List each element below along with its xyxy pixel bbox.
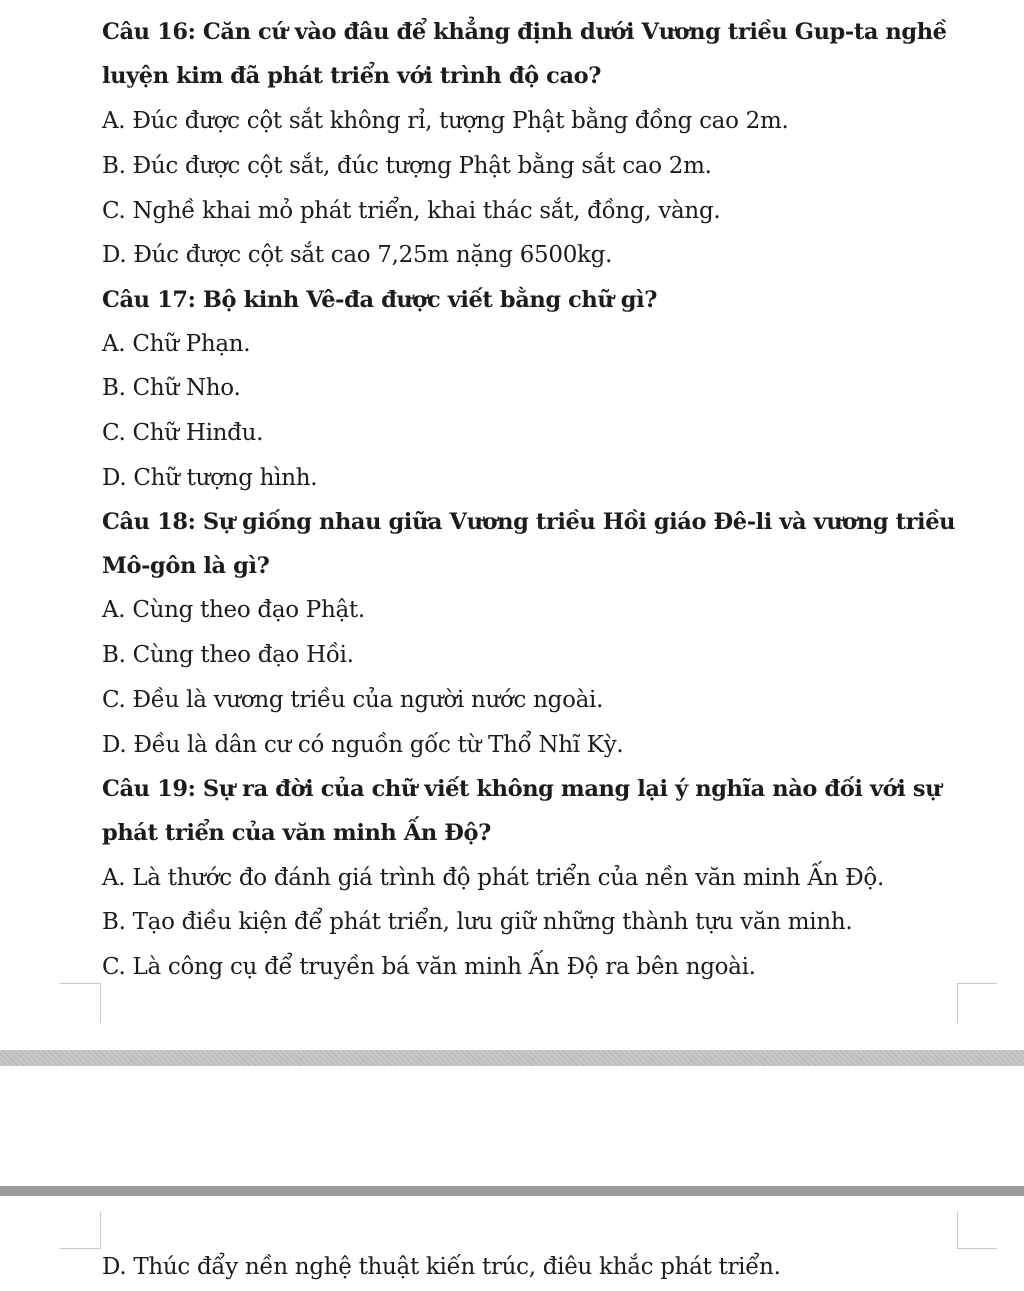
question-17-option-d: D. Chữ tượng hình. <box>102 465 318 491</box>
crop-mark-top-right-h <box>957 1248 997 1249</box>
question-16-option-b: B. Đúc được cột sắt, đúc tượng Phật bằng sắt cao 2m. <box>102 153 712 179</box>
question-18-option-d: D. Đều là dân cư có nguồn gốc từ Thổ Nhĩ Kỳ. <box>102 732 624 758</box>
question-17-option-c: C. Chữ Hinđu. <box>102 420 264 446</box>
question-17-option-b: B. Chữ Nho. <box>102 375 241 401</box>
question-16-stem-line-2: luyện kim đã phát triển với trình độ cao? <box>102 63 602 89</box>
question-16-option-d: D. Đúc được cột sắt cao 7,25m nặng 6500kg. <box>102 242 613 268</box>
crop-mark-top-right-v <box>957 1212 958 1248</box>
question-19-option-d: D. Thúc đẩy nền nghệ thuật kiến trúc, điêu khắc phát triển. <box>102 1254 781 1280</box>
question-17-option-a: A. Chữ Phạn. <box>102 331 251 357</box>
page-separator <box>0 1066 1024 1186</box>
question-16-option-c: C. Nghề khai mỏ phát triển, khai thác sắt, đồng, vàng. <box>102 198 721 224</box>
question-19-option-c: C. Là công cụ để truyền bá văn minh Ấn Độ ra bên ngoài. <box>102 954 756 980</box>
crop-mark-top-left-h <box>60 1248 101 1249</box>
page-separator-shadow <box>0 1050 1024 1066</box>
question-17-stem-line-1: Câu 17: Bộ kinh Vê-đa được viết bằng chữ gì? <box>102 287 658 313</box>
question-18-stem-line-1: Câu 18: Sự giống nhau giữa Vương triều Hồi giáo Đê-li và vương triều <box>102 509 956 535</box>
crop-mark-bottom-right-h <box>957 983 997 984</box>
question-16-option-a: A. Đúc được cột sắt không rỉ, tượng Phật bằng đồng cao 2m. <box>102 108 789 134</box>
question-18-option-a: A. Cùng theo đạo Phật. <box>102 597 365 623</box>
question-19-option-b: B. Tạo điều kiện để phát triển, lưu giữ những thành tựu văn minh. <box>102 909 853 935</box>
question-16-stem-line-1: Câu 16: Căn cứ vào đâu để khẳng định dưới Vương triều Gup-ta nghề <box>102 19 947 45</box>
question-19-option-a: A. Là thước đo đánh giá trình độ phát triển của nền văn minh Ấn Độ. <box>102 865 884 891</box>
question-19-stem-line-1: Câu 19: Sự ra đời của chữ viết không mang lại ý nghĩa nào đối với sự <box>102 776 942 802</box>
crop-mark-bottom-left-h <box>60 983 100 984</box>
crop-mark-bottom-left-v <box>100 983 101 1023</box>
page-separator-bar <box>0 1186 1024 1196</box>
document-page-2 <box>0 1196 1024 1291</box>
question-18-option-c: C. Đều là vương triều của người nước ngoài. <box>102 687 604 713</box>
crop-mark-top-left-v <box>100 1212 101 1248</box>
question-18-option-b: B. Cùng theo đạo Hồi. <box>102 642 354 668</box>
question-19-stem-line-2: phát triển của văn minh Ấn Độ? <box>102 820 491 846</box>
crop-mark-bottom-right-v <box>957 983 958 1023</box>
question-18-stem-line-2: Mô-gôn là gì? <box>102 553 270 579</box>
